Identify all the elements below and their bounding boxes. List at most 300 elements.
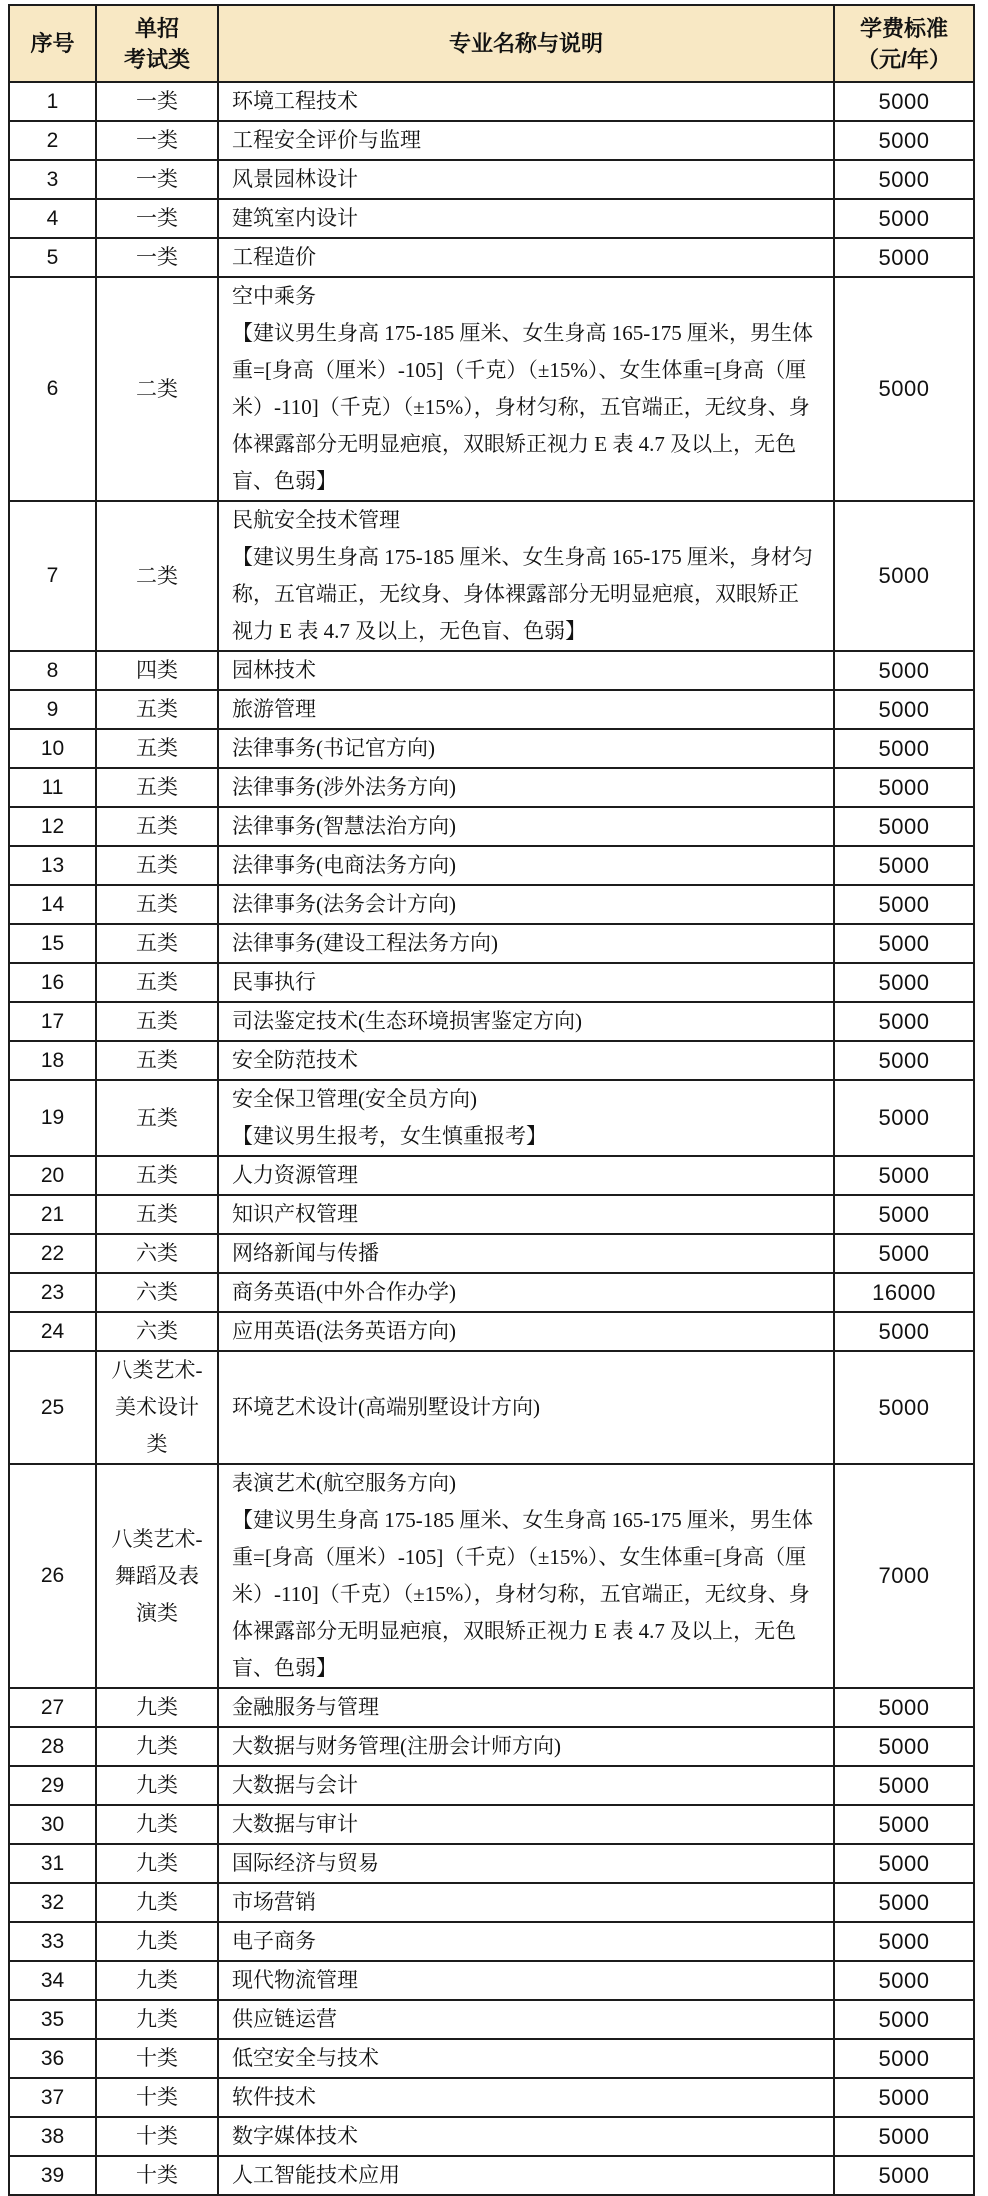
cell-exam-category xyxy=(96,1195,218,1234)
cell-exam-category xyxy=(96,2117,218,2156)
table-row xyxy=(9,2156,974,2195)
table-row xyxy=(9,690,974,729)
cell-tuition xyxy=(834,1002,974,1041)
cell-tuition xyxy=(834,2117,974,2156)
cell-exam-category xyxy=(96,1312,218,1351)
cell-exam-category xyxy=(96,1234,218,1273)
cell-major xyxy=(218,1464,834,1688)
cell-exam-category xyxy=(96,1883,218,1922)
exam-category: 八类艺术-美术设计类 xyxy=(111,1358,203,1456)
cell-exam-category xyxy=(96,729,218,768)
cell-exam-category xyxy=(96,1351,218,1464)
cell-exam-category xyxy=(96,82,218,121)
cell-index xyxy=(9,1156,96,1195)
tuition-value: 5000 xyxy=(878,166,930,192)
row-index: 2 xyxy=(46,128,59,152)
table-row xyxy=(9,277,974,501)
cell-major xyxy=(218,1766,834,1805)
cell-index xyxy=(9,1273,96,1312)
row-index: 36 xyxy=(40,2046,65,2070)
cell-exam-category xyxy=(96,501,218,651)
cell-tuition xyxy=(834,1156,974,1195)
tuition-value: 5000 xyxy=(878,930,930,956)
exam-category: 九类 xyxy=(136,1890,178,1914)
cell-exam-category xyxy=(96,2156,218,2195)
cell-major xyxy=(218,2000,834,2039)
cell-tuition xyxy=(834,82,974,121)
major-name: 旅游管理 xyxy=(232,697,316,721)
row-index: 20 xyxy=(40,1163,65,1187)
row-index: 5 xyxy=(46,245,59,269)
major-name: 园林技术 xyxy=(232,658,316,682)
exam-category: 二类 xyxy=(136,563,178,588)
table-row xyxy=(9,2000,974,2039)
row-index: 35 xyxy=(40,2007,65,2031)
cell-exam-category xyxy=(96,1844,218,1883)
exam-category: 十类 xyxy=(136,2124,178,2148)
cell-index xyxy=(9,1041,96,1080)
major-name: 国际经济与贸易 xyxy=(232,1851,379,1875)
cell-index xyxy=(9,651,96,690)
tuition-value: 5000 xyxy=(878,1733,930,1759)
cell-index xyxy=(9,1312,96,1351)
row-index: 30 xyxy=(40,1812,65,1836)
cell-major xyxy=(218,2156,834,2195)
row-index: 19 xyxy=(40,1106,65,1129)
exam-category: 五类 xyxy=(136,697,178,721)
major-note: 【建议男生身高 175-185 厘米、女生身高 165-175 厘米，男生体重=[身高（厘米）-105]（千克）（±15%）、女生体重=[身高（厘米）-110]（千克）（±15%），身材匀称，五官端正，无纹身、身体裸露部分无明显疤痕，双眼矫正视力 E 表 4.7 及以上，无色盲、色弱】 xyxy=(232,1508,813,1680)
major-name: 民事执行 xyxy=(232,970,316,994)
row-index: 39 xyxy=(40,2163,65,2187)
table-row xyxy=(9,963,974,1002)
cell-major xyxy=(218,160,834,199)
tuition-value: 5000 xyxy=(878,2045,930,2071)
cell-index xyxy=(9,1080,96,1156)
exam-category: 五类 xyxy=(136,1048,178,1072)
cell-exam-category xyxy=(96,1922,218,1961)
table-row xyxy=(9,501,974,651)
table-row xyxy=(9,1805,974,1844)
exam-category: 一类 xyxy=(136,128,178,152)
tuition-value: 5000 xyxy=(878,1162,930,1188)
tuition-value: 5000 xyxy=(878,1889,930,1915)
header-row xyxy=(9,5,974,82)
table-row xyxy=(9,238,974,277)
major-name: 建筑室内设计 xyxy=(232,206,358,230)
row-index: 18 xyxy=(40,1048,65,1072)
cell-exam-category xyxy=(96,963,218,1002)
cell-index xyxy=(9,1844,96,1883)
row-index: 32 xyxy=(40,1890,65,1914)
tuition-value: 5000 xyxy=(878,244,930,270)
row-index: 25 xyxy=(40,1395,65,1419)
cell-exam-category xyxy=(96,277,218,501)
tuition-value: 5000 xyxy=(878,1240,930,1266)
tuition-value: 5000 xyxy=(878,1008,930,1034)
table-row xyxy=(9,1080,974,1156)
tuition-value: 5000 xyxy=(878,696,930,722)
tuition-value: 5000 xyxy=(878,774,930,800)
cell-tuition xyxy=(834,2000,974,2039)
row-index: 6 xyxy=(46,377,59,400)
tuition-value: 5000 xyxy=(878,891,930,917)
tuition-value: 5000 xyxy=(878,1850,930,1876)
row-index: 16 xyxy=(40,970,65,994)
exam-category: 一类 xyxy=(136,167,178,191)
row-index: 3 xyxy=(46,167,59,191)
cell-index xyxy=(9,1883,96,1922)
table-row xyxy=(9,1041,974,1080)
row-index: 26 xyxy=(40,1564,65,1587)
tuition-value: 5000 xyxy=(878,205,930,231)
row-index: 31 xyxy=(40,1851,65,1875)
tuition-value: 5000 xyxy=(878,127,930,153)
major-name: 法律事务(电商法务方向) xyxy=(232,853,456,877)
cell-index xyxy=(9,82,96,121)
table-row xyxy=(9,885,974,924)
major-name: 大数据与会计 xyxy=(232,1773,358,1797)
cell-exam-category xyxy=(96,690,218,729)
table-row xyxy=(9,924,974,963)
cell-major xyxy=(218,1961,834,2000)
cell-major xyxy=(218,729,834,768)
cell-index xyxy=(9,121,96,160)
row-index: 23 xyxy=(40,1280,65,1304)
exam-category: 九类 xyxy=(136,1929,178,1953)
table-row xyxy=(9,1922,974,1961)
cell-exam-category xyxy=(96,1961,218,2000)
tuition-value: 16000 xyxy=(872,1279,936,1305)
cell-exam-category xyxy=(96,2078,218,2117)
tuition-value: 5000 xyxy=(878,657,930,683)
cell-major xyxy=(218,277,834,501)
cell-exam-category xyxy=(96,1080,218,1156)
cell-index xyxy=(9,963,96,1002)
cell-tuition xyxy=(834,1312,974,1351)
cell-exam-category xyxy=(96,199,218,238)
major-name: 电子商务 xyxy=(232,1929,316,1953)
tuition-value: 5000 xyxy=(878,2162,930,2188)
major-name: 法律事务(书记官方向) xyxy=(232,736,435,760)
exam-category: 九类 xyxy=(136,1734,178,1758)
tuition-value: 5000 xyxy=(878,1394,930,1420)
cell-exam-category xyxy=(96,846,218,885)
cell-tuition xyxy=(834,885,974,924)
tuition-value: 5000 xyxy=(878,813,930,839)
cell-major xyxy=(218,1312,834,1351)
cell-major xyxy=(218,1156,834,1195)
row-index: 8 xyxy=(46,658,59,682)
tuition-value: 5000 xyxy=(878,2084,930,2110)
cell-major xyxy=(218,807,834,846)
cell-tuition xyxy=(834,846,974,885)
cell-major xyxy=(218,2039,834,2078)
row-index: 22 xyxy=(40,1241,65,1265)
cell-exam-category xyxy=(96,924,218,963)
cell-tuition xyxy=(834,1844,974,1883)
cell-exam-category xyxy=(96,1805,218,1844)
row-index: 37 xyxy=(40,2085,65,2109)
cell-major xyxy=(218,846,834,885)
cell-major xyxy=(218,1805,834,1844)
cell-index xyxy=(9,1688,96,1727)
header-major-label: 专业名称与说明 xyxy=(448,31,603,56)
cell-major xyxy=(218,121,834,160)
major-name: 民航安全技术管理 xyxy=(232,508,400,532)
cell-tuition xyxy=(834,1922,974,1961)
major-name: 工程造价 xyxy=(232,245,316,269)
table-row xyxy=(9,651,974,690)
table-row xyxy=(9,121,974,160)
cell-index xyxy=(9,924,96,963)
cell-tuition xyxy=(834,2078,974,2117)
cell-major xyxy=(218,885,834,924)
cell-index xyxy=(9,1464,96,1688)
table-row xyxy=(9,768,974,807)
tuition-value: 5000 xyxy=(878,1201,930,1227)
tuition-value: 5000 xyxy=(878,1967,930,1993)
cell-exam-category xyxy=(96,160,218,199)
table-row xyxy=(9,1002,974,1041)
cell-exam-category xyxy=(96,885,218,924)
table-row xyxy=(9,1961,974,2000)
cell-tuition xyxy=(834,1041,974,1080)
major-name: 安全防范技术 xyxy=(232,1048,358,1072)
cell-index xyxy=(9,199,96,238)
exam-category: 五类 xyxy=(136,775,178,799)
cell-index xyxy=(9,885,96,924)
row-index: 14 xyxy=(40,892,65,916)
exam-category: 六类 xyxy=(136,1280,178,1304)
row-index: 13 xyxy=(40,853,65,877)
cell-tuition xyxy=(834,1961,974,2000)
major-name: 司法鉴定技术(生态环境损害鉴定方向) xyxy=(232,1009,582,1033)
row-index: 11 xyxy=(41,775,64,799)
cell-major xyxy=(218,501,834,651)
table-row xyxy=(9,846,974,885)
exam-category: 九类 xyxy=(136,1773,178,1797)
header-category xyxy=(96,5,218,82)
cell-tuition xyxy=(834,924,974,963)
cell-index xyxy=(9,277,96,501)
cell-index xyxy=(9,2156,96,2195)
header-category-line2: 考试类 xyxy=(123,46,190,72)
row-index: 4 xyxy=(46,206,59,230)
exam-category: 十类 xyxy=(136,2163,178,2187)
row-index: 27 xyxy=(40,1695,65,1719)
cell-index xyxy=(9,2078,96,2117)
major-name: 低空安全与技术 xyxy=(232,2046,379,2070)
majors-table-body xyxy=(9,82,974,2195)
exam-category: 一类 xyxy=(136,89,178,113)
cell-major xyxy=(218,1273,834,1312)
cell-tuition xyxy=(834,651,974,690)
exam-category: 五类 xyxy=(136,970,178,994)
major-name: 市场营销 xyxy=(232,1890,316,1914)
major-name: 应用英语(法务英语方向) xyxy=(232,1319,456,1343)
cell-tuition xyxy=(834,501,974,651)
cell-index xyxy=(9,1195,96,1234)
cell-tuition xyxy=(834,1688,974,1727)
cell-tuition xyxy=(834,277,974,501)
cell-tuition xyxy=(834,1727,974,1766)
cell-index xyxy=(9,2000,96,2039)
header-tuition-line2: （元/年） xyxy=(856,46,952,72)
cell-index xyxy=(9,1766,96,1805)
header-index xyxy=(9,5,96,82)
major-name: 商务英语(中外合作办学) xyxy=(232,1280,456,1304)
exam-category: 八类艺术-舞蹈及表演类 xyxy=(111,1526,203,1625)
table-row xyxy=(9,2039,974,2078)
cell-exam-category xyxy=(96,651,218,690)
major-name: 工程安全评价与监理 xyxy=(232,128,421,152)
tuition-value: 5000 xyxy=(878,1928,930,1954)
table-row xyxy=(9,2078,974,2117)
major-name: 表演艺术(航空服务方向) xyxy=(232,1471,456,1495)
cell-major xyxy=(218,1688,834,1727)
exam-category: 五类 xyxy=(136,1163,178,1187)
major-note: 【建议男生报考，女生慎重报考】 xyxy=(232,1124,547,1148)
cell-index xyxy=(9,690,96,729)
cell-exam-category xyxy=(96,768,218,807)
header-tuition-line1: 学费标准 xyxy=(859,15,948,41)
cell-tuition xyxy=(834,1195,974,1234)
cell-major xyxy=(218,1844,834,1883)
cell-exam-category xyxy=(96,1464,218,1688)
exam-category: 一类 xyxy=(136,206,178,230)
cell-tuition xyxy=(834,768,974,807)
majors-table xyxy=(8,4,975,2196)
cell-major xyxy=(218,1351,834,1464)
table-row xyxy=(9,1844,974,1883)
table-row xyxy=(9,1727,974,1766)
cell-major xyxy=(218,1080,834,1156)
cell-index xyxy=(9,501,96,651)
header-index-label: 序号 xyxy=(30,31,75,56)
cell-exam-category xyxy=(96,2039,218,2078)
cell-tuition xyxy=(834,121,974,160)
major-name: 现代物流管理 xyxy=(232,1968,358,1992)
major-name: 法律事务(建设工程法务方向) xyxy=(232,931,498,955)
cell-major xyxy=(218,82,834,121)
table-row xyxy=(9,807,974,846)
row-index: 24 xyxy=(40,1319,65,1343)
major-name: 环境艺术设计(高端别墅设计方向) xyxy=(232,1395,540,1419)
exam-category: 五类 xyxy=(136,1202,178,1226)
cell-major xyxy=(218,690,834,729)
exam-category: 一类 xyxy=(136,245,178,269)
table-row xyxy=(9,2117,974,2156)
cell-tuition xyxy=(834,160,974,199)
table-row xyxy=(9,199,974,238)
row-index: 38 xyxy=(40,2124,65,2148)
row-index: 10 xyxy=(40,736,65,760)
cell-exam-category xyxy=(96,1002,218,1041)
table-row xyxy=(9,1312,974,1351)
cell-tuition xyxy=(834,238,974,277)
major-name: 供应链运营 xyxy=(232,2007,337,2031)
cell-exam-category xyxy=(96,807,218,846)
cell-index xyxy=(9,729,96,768)
exam-category: 九类 xyxy=(136,1812,178,1836)
tuition-value: 5000 xyxy=(878,376,930,401)
major-name: 数字媒体技术 xyxy=(232,2124,358,2148)
cell-exam-category xyxy=(96,2000,218,2039)
cell-tuition xyxy=(834,1805,974,1844)
tuition-value: 5000 xyxy=(878,2123,930,2149)
major-name: 金融服务与管理 xyxy=(232,1695,379,1719)
cell-tuition xyxy=(834,729,974,768)
row-index: 7 xyxy=(46,564,59,587)
cell-tuition xyxy=(834,1351,974,1464)
table-row xyxy=(9,1195,974,1234)
cell-exam-category xyxy=(96,1273,218,1312)
cell-tuition xyxy=(834,1464,974,1688)
cell-tuition xyxy=(834,199,974,238)
cell-index xyxy=(9,2039,96,2078)
major-name: 环境工程技术 xyxy=(232,89,358,113)
major-name: 法律事务(法务会计方向) xyxy=(232,892,456,916)
exam-category: 九类 xyxy=(136,1695,178,1719)
cell-tuition xyxy=(834,1273,974,1312)
cell-tuition xyxy=(834,1883,974,1922)
tuition-value: 5000 xyxy=(878,563,930,588)
tuition-value: 5000 xyxy=(878,1318,930,1344)
header-tuition xyxy=(834,5,974,82)
cell-exam-category xyxy=(96,1766,218,1805)
table-row xyxy=(9,1273,974,1312)
row-index: 29 xyxy=(40,1773,65,1797)
cell-tuition xyxy=(834,1080,974,1156)
table-header xyxy=(9,5,974,82)
row-index: 12 xyxy=(40,814,65,838)
tuition-value: 5000 xyxy=(878,2006,930,2032)
major-name: 大数据与财务管理(注册会计师方向) xyxy=(232,1734,561,1758)
major-name: 风景园林设计 xyxy=(232,167,358,191)
exam-category: 五类 xyxy=(136,736,178,760)
major-name: 空中乘务 xyxy=(232,284,316,308)
cell-major xyxy=(218,238,834,277)
tuition-value: 5000 xyxy=(878,1694,930,1720)
table-row xyxy=(9,1688,974,1727)
tuition-value: 5000 xyxy=(878,735,930,761)
row-index: 33 xyxy=(40,1929,65,1953)
major-name: 知识产权管理 xyxy=(232,1202,358,1226)
cell-exam-category xyxy=(96,1688,218,1727)
cell-major xyxy=(218,1195,834,1234)
cell-major xyxy=(218,1041,834,1080)
major-note: 【建议男生身高 175-185 厘米、女生身高 165-175 厘米，身材匀称，五官端正，无纹身、身体裸露部分无明显疤痕，双眼矫正视力 E 表 4.7 及以上，无色盲、色弱】 xyxy=(232,545,813,643)
cell-index xyxy=(9,1727,96,1766)
cell-index xyxy=(9,160,96,199)
major-name: 大数据与审计 xyxy=(232,1812,358,1836)
cell-major xyxy=(218,924,834,963)
cell-tuition xyxy=(834,2156,974,2195)
header-category-line1: 单招 xyxy=(134,15,179,41)
header-major xyxy=(218,5,834,82)
cell-index xyxy=(9,768,96,807)
cell-tuition xyxy=(834,807,974,846)
exam-category: 十类 xyxy=(136,2046,178,2070)
cell-major xyxy=(218,1002,834,1041)
exam-category: 二类 xyxy=(136,376,178,401)
row-index: 17 xyxy=(40,1009,65,1033)
cell-index xyxy=(9,846,96,885)
tuition-value: 5000 xyxy=(878,88,930,114)
table-row xyxy=(9,1766,974,1805)
majors-table-wrap xyxy=(8,4,975,2196)
exam-category: 五类 xyxy=(136,814,178,838)
